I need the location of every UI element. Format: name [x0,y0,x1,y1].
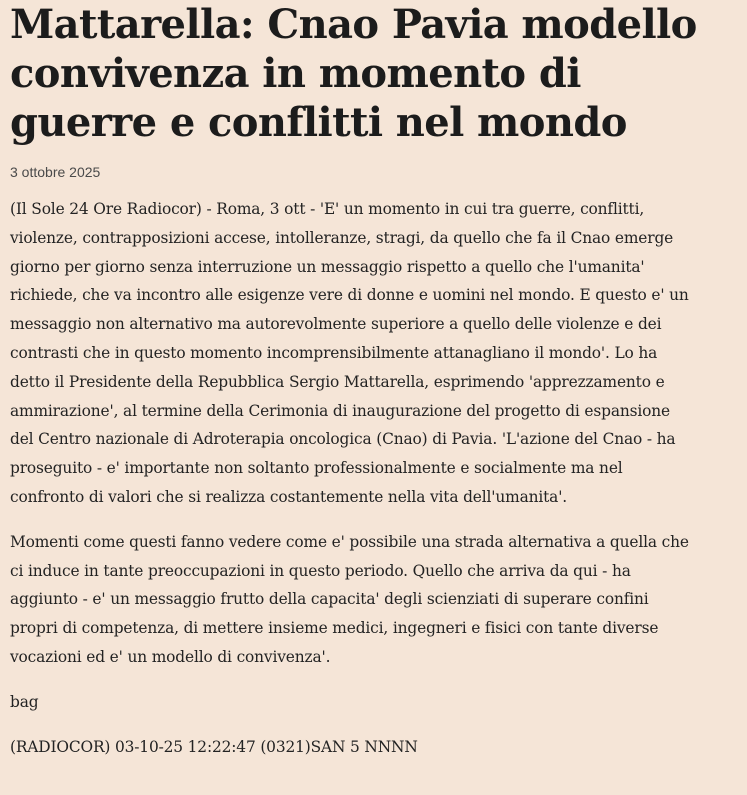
article-paragraph: (Il Sole 24 Ore Radiocor) - Roma, 3 ott - 'E' un momento in cui tra guerre, conflitti, violenze, contrapposizioni accese, intolleranze, stragi, da quello che fa il Cnao emerge giorno per giorno senza interruzione un messaggio rispetto a quello che l'umanita' richiede, che va incontro alle esigenze vere di donne e uomini nel mondo. E questo e' un messaggio non alternativo ma autorevolmente superiore a quello delle violenze e dei contrasti che in questo momento incomprensibilmente attanagliano il mondo'. Lo ha detto il Presidente della Repubblica Sergio Mattarella, esprimendo 'apprezzamento e ammirazione', al termine della Cerimonia di inaugurazione del progetto di espansione del Centro nazionale di Adroterapia oncologica (Cnao) di Pavia. 'L'azione del Cnao - ha proseguito - e' importante non soltanto professionalmente e socialmente ma nel confronto di valori che si realizza costantemente nella vita dell'umanita'. [10,200,689,506]
agency-dateline: (RADIOCOR) 03-10-25 12:22:47 (0321)SAN 5 NNNN [10,737,418,756]
article-date: 3 ottobre 2025 [10,164,101,180]
author-signature: bag [10,692,39,711]
article-body [10,195,747,761]
article-headline: Mattarella: Cnao Pavia modello convivenza in momento di guerre e conflitti nel mondo [10,1,697,146]
article-paragraph: Momenti come questi fanno vedere come e' possibile una strada alternativa a quella che ci induce in tante preoccupazioni in questo periodo. Quello che arriva da qui - ha aggiunto - e' un messaggio frutto della capacita' degli scienziati di superare confini propri di competenza, di mettere insieme medici, ingegneri e fisici con tante diverse vocazioni ed e' un modello di convivenza'. [10,532,689,666]
